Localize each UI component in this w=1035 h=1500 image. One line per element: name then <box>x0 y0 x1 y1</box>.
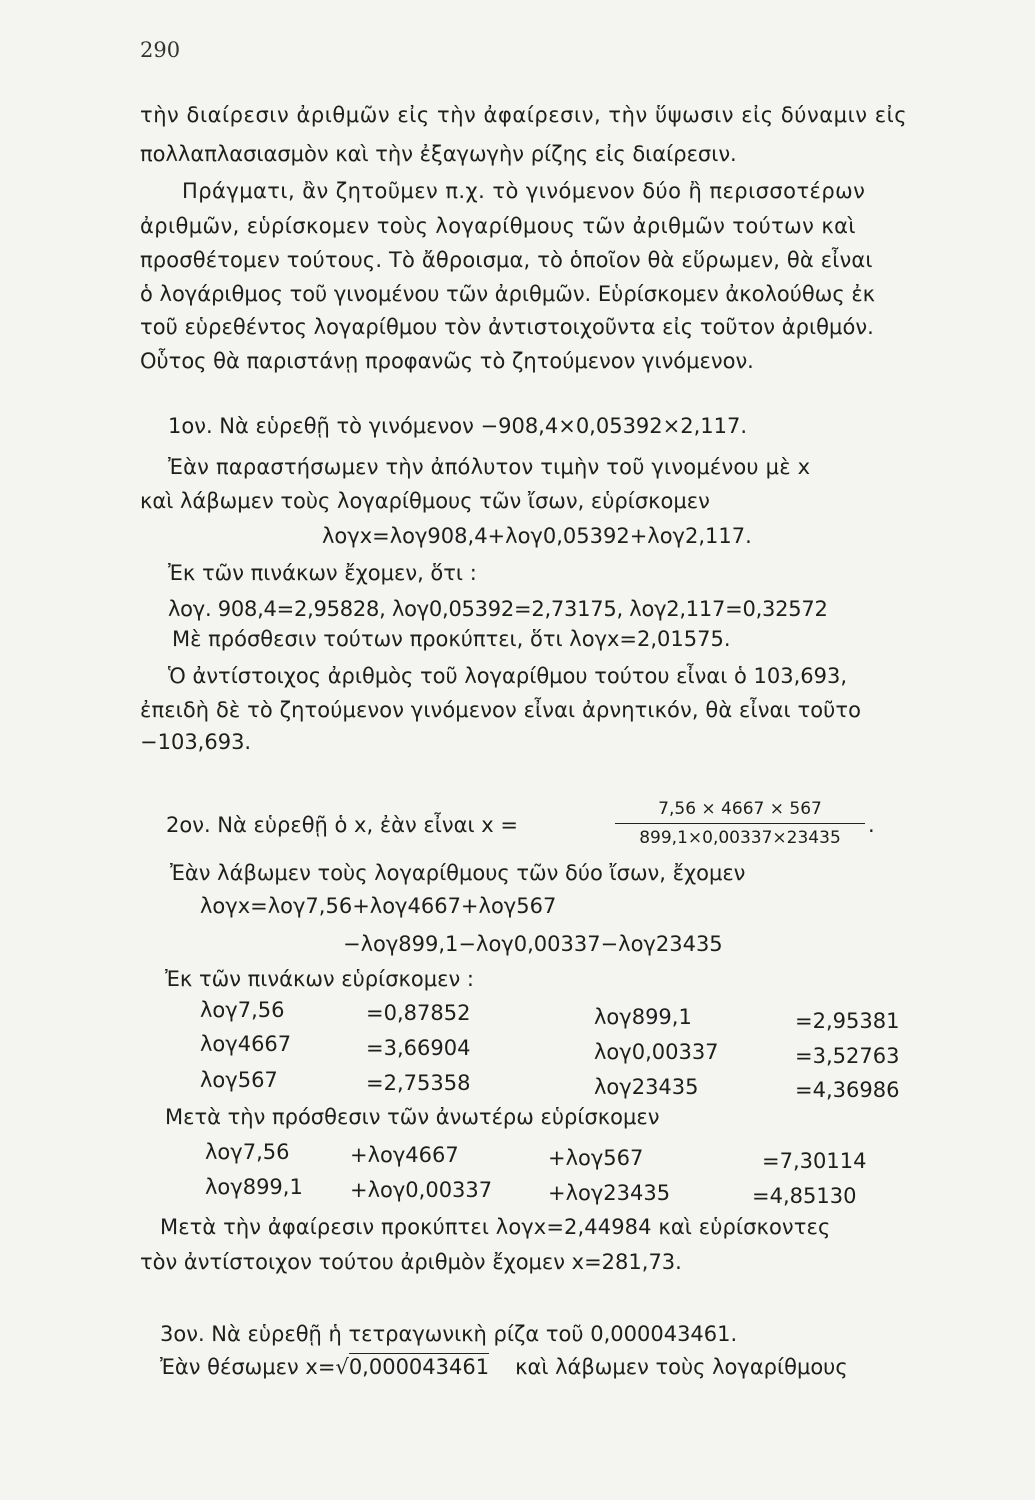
text-fragment: Ἐὰν θέσωμεν x= <box>160 1355 336 1379</box>
text-line: ἀριθμῶν, εὑρίσκομεν τοὺς λογαρίθμους τῶν ἀριθμῶν τούτων καὶ <box>140 214 856 238</box>
sqrt-radicand: 0,000043461 <box>348 1355 490 1379</box>
log-table-cell: =0,87852 <box>366 1001 471 1025</box>
fraction-bar <box>615 823 865 824</box>
text-line: Πράγματι, ἂν ζητοῦμεν π.χ. τὸ γινόμενον δύο ἢ περισσοτέρων <box>182 179 866 203</box>
text-line: ἐπειδὴ δὲ τὸ ζητούμενον γινόμενον εἶναι ἀρνητικόν, θὰ εἶναι τοῦτο <box>140 698 862 722</box>
sum-cell: λογ899,1 <box>205 1175 303 1199</box>
example-heading: 3ον. Νὰ εὑρεθῇ ἡ τετραγωνικὴ ρίζα τοῦ 0,000043461. <box>160 1322 738 1346</box>
sum-cell: +λογ567 <box>548 1146 644 1170</box>
log-table-cell: =3,66904 <box>366 1036 471 1060</box>
text-line: τὸν ἀντίστοιχον τούτου ἀριθμὸν ἔχομεν x=281,73. <box>140 1250 682 1274</box>
text-line: προσθέτομεν τούτους. Τὸ ἄθροισμα, τὸ ὁποῖον θὰ εὕρωμεν, θὰ εἶναι <box>140 248 873 272</box>
text-line: Ἐκ τῶν πινάκων ἔχομεν, ὅτι : <box>168 561 477 585</box>
text-line: Μὲ πρόσθεσιν τούτων προκύπτει, ὅτι λογx=2,01575. <box>172 627 731 651</box>
text-line: πολλαπλασιασμὸν καὶ τὴν ἐξαγωγὴν ρίζης εἰς διαίρεσιν. <box>140 142 737 166</box>
log-table-cell: λογ23435 <box>594 1075 699 1099</box>
log-table-cell: λογ4667 <box>200 1032 292 1056</box>
log-table-cell: =2,95381 <box>795 1009 900 1033</box>
fraction-denominator: 899,1×0,00337×23435 <box>639 828 841 848</box>
example-heading: 2ον. Νὰ εὑρεθῇ ὁ x, ἐὰν εἶναι x = <box>166 813 518 837</box>
text-line <box>160 1354 848 1380</box>
fraction <box>615 798 865 849</box>
sum-cell: +λογ0,00337 <box>350 1178 493 1202</box>
log-table-cell: λογ0,00337 <box>594 1040 719 1064</box>
log-table-cell: λογ7,56 <box>200 998 285 1022</box>
example-heading: 1ον. Νὰ εὑρεθῇ τὸ γινόμενον −908,4×0,05392×2,117. <box>168 414 748 438</box>
log-table-cell: λογ899,1 <box>594 1005 692 1029</box>
text-line: Ἐκ τῶν πινάκων εὑρίσκομεν : <box>165 967 474 991</box>
equation-line: λογx=λογ7,56+λογ4667+λογ567 <box>200 894 557 918</box>
fraction-numerator: 7,56 × 4667 × 567 <box>658 799 822 819</box>
equation-line: λογ. 908,4=2,95828, λογ0,05392=2,73175, λογ2,117=0,32572 <box>168 597 828 621</box>
sum-cell: λογ7,56 <box>205 1140 290 1164</box>
text-fragment: καὶ λάβωμεν τοὺς λογαρίθμους <box>515 1355 848 1379</box>
equation-line: λογx=λογ908,4+λογ0,05392+λογ2,117. <box>322 524 752 548</box>
log-table-cell: λογ567 <box>200 1068 278 1092</box>
text-line: −103,693. <box>140 730 252 754</box>
text-line: . <box>868 813 875 837</box>
text-line: Ἐὰν παραστήσωμεν τὴν ἀπόλυτον τιμὴν τοῦ γινομένου μὲ x <box>168 455 811 479</box>
text-line: ὁ λογάριθμος τοῦ γινομένου τῶν ἀριθμῶν. Εὑρίσκομεν ἀκολούθως ἐκ <box>140 282 876 306</box>
text-line: Μετὰ τὴν ἀφαίρεσιν προκύπτει λογx=2,44984 καὶ εὑρίσκοντες <box>160 1215 831 1239</box>
text-line: Ἐὰν λάβωμεν τοὺς λογαρίθμους τῶν δύο ἴσων, ἔχομεν <box>170 861 746 885</box>
text-line: τὴν διαίρεσιν ἀριθμῶν εἰς τὴν ἀφαίρεσιν, τὴν ὕψωσιν εἰς δύναμιν εἰς <box>140 103 908 127</box>
sum-cell: +λογ23435 <box>548 1181 671 1205</box>
log-table-cell: =4,36986 <box>795 1078 900 1102</box>
equation-line: −λογ899,1−λογ0,00337−λογ23435 <box>343 932 723 956</box>
sqrt-sign: √ <box>335 1355 349 1379</box>
log-table-cell: =3,52763 <box>795 1044 900 1068</box>
text-line: καὶ λάβωμεν τοὺς λογαρίθμους τῶν ἴσων, εὑρίσκομεν <box>140 489 710 513</box>
text-line: Μετὰ τὴν πρόσθεσιν τῶν ἀνωτέρω εὑρίσκομεν <box>165 1105 660 1129</box>
text-line: Ὁ ἀντίστοιχος ἀριθμὸς τοῦ λογαρίθμου τούτου εἶναι ὁ 103,693, <box>168 664 848 688</box>
log-table-cell: =2,75358 <box>366 1071 471 1095</box>
sum-cell: =7,30114 <box>762 1149 867 1173</box>
text-line: Οὗτος θὰ παριστάνῃ προφανῶς τὸ ζητούμενον γινόμενον. <box>140 349 754 373</box>
sum-cell: +λογ4667 <box>350 1143 459 1167</box>
sum-cell: =4,85130 <box>752 1184 857 1208</box>
text-line: τοῦ εὑρεθέντος λογαρίθμου τὸν ἀντιστοιχοῦντα εἰς τοῦτον ἀριθμόν. <box>140 315 874 339</box>
page-number: 290 <box>140 38 181 62</box>
